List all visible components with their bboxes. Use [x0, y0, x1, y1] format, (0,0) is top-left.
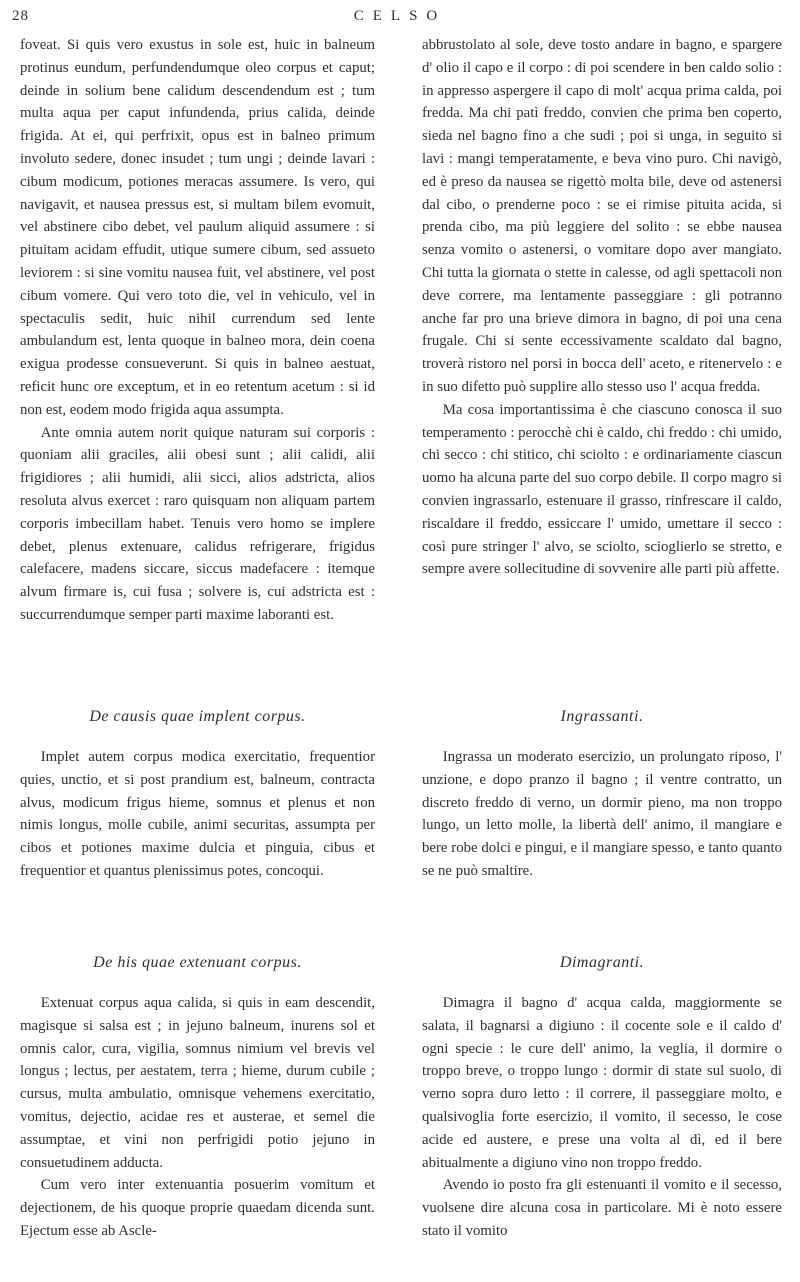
latin-paragraph: Ante omnia autem norit quique naturam sui corporis : quoniam alii graciles, alii obesi sunt ; alii calidi, alii frigidiores ; alii humidi, alii sicci, alios adstricta, alios resoluta alvus exercet : raro quisquam non aliquam partem corporis imbecillam habet. Tenuis vero homo se implere debet, plenus extenuare, calidus refrigerare, frigidus calefacere, madens siccare, siccus madefacere : itemque alvum firmare is, cui fusa ; solvere is, cui adstricta est : succurrendumque semper parti maxime laboranti est. — [20, 424, 375, 623]
latin-intro — [20, 34, 375, 627]
latin-heading-extenuant — [20, 954, 375, 972]
italian-paragraph: Avendo io posto fra gli estenuanti il vomito e il secesso, vuolsene dire alcuna cosa in particolare. Mi è noto essere stato il vomito — [422, 1177, 782, 1239]
latin-heading-implent — [20, 708, 375, 726]
italian-intro — [422, 34, 782, 581]
italian-paragraph: Ma cosa importantissima è che ciascuno conosca il suo temperamento : perocchè chi è caldo, chi freddo : chi umido, chi secco : chi stitico, chi sciolto : e ordinariamente ciascun uomo ha alcuna parte del suo corpo debile. Il corpo magro si convien ingrassarlo, estenuare il grasso, rinfrescare il caldo, riscaldare il freddo, essiccare l' umido, umettare il secco : così pure stringer l' alvo, se sciolto, scioglierlo se stretto, e sempre avere sollecitudine di sovvenire alle parti più affette. — [422, 401, 782, 578]
running-title: CELSO — [353, 8, 447, 24]
section-heading: Dimagranti. — [559, 954, 645, 971]
italian-paragraph: abbrustolato al sole, deve tosto andare in bagno, e spargere d' olio il capo e il corpo : di poi scendere in ben caldo solio : in appresso aspergere il capo di molt' acqua prima calda, poi fredda. Ma chi patì freddo, convien che prima ben coperto, sieda nel bagno fino a che sudi ; poi si unga, in seguito si lavi : mangi temperatamente, e beva vino puro. Chi navigò, ed è preso da nausea se rigettò molta bile, deve od astenersi dal cibo, o prenderne poco : se ei rimise pituita acida, si prenda cibo, ma più leggiere del solito : se ebbe nausea senza vomito o astenersi, o vomitare dopo aver mangiato. Chi tutta la giornata o stette in calesse, od agli spettacoli non deve correre, ma lentamente passeggiare : gli potranno anche far pro una brieve dimora in bagno, di poi una cena frugale. Chi si sente eccessivamente scaldato dal bagno, troverà ristoro nel porsi in bocca dell' aceto, e ritenervelo : e in suo difetto può supplire allo stesso uso l' acqua fredda. — [422, 37, 782, 395]
page-number: 28 — [12, 8, 29, 24]
italian-section-dimagranti — [422, 992, 782, 1243]
italian-paragraph: Dimagra il bagno d' acqua calda, maggiormente se salata, il bagnarsi a digiuno : il cocente sole e il caldo d' ogni specie : le cure dell' animo, la veglia, il dormire o troppo breve, o troppo lungo : dormir di state sul suolo, di verno sopra duro letto : il correre, il passeggiare molto, e qualsivoglia forte esercizio, il vomito, il secesso, le cose acide ed austere, e prese una volta al dì, ed il bere abitualmente a digiuno vino non troppo freddo. — [422, 995, 782, 1171]
latin-paragraph: Extenuat corpus aqua calida, si quis in eam descendit, magisque si salsa est ; in jejuno balneum, inurens sol et omnis calor, cura, vigilia, somnus nimium vel brevis vel longus ; lectus, per aestatem, terra ; hieme, durum cubile ; cursus, multa ambulatio, omnisque vehemens exercitatio, vomitus, dejectio, acidae res et austerae, et semel die assumptae, et vini non perfrigidi potio jejuno in consuetudinem adducta. — [20, 995, 375, 1171]
italian-section-ingrassanti — [422, 746, 782, 883]
page-header — [0, 0, 800, 30]
italian-heading-dimagranti — [422, 954, 782, 972]
latin-section-implent — [20, 746, 375, 883]
italian-heading-ingrassanti — [422, 708, 782, 726]
section-heading: Ingrassanti. — [560, 708, 644, 725]
section-heading: De causis quae implent corpus. — [89, 708, 306, 725]
latin-paragraph: Implet autem corpus modica exercitatio, frequentior quies, unctio, et si post prandium est, balneum, contracta alvus, modicum frigus hieme, somnus et plenus et non nimis longus, molle cubile, animi securitas, assumpta per cibos et potiones maxime dulcia et pinguia, cibus et frequentior et quantus plenissimus potes, concoqui. — [20, 749, 375, 879]
section-heading: De his quae extenuant corpus. — [93, 954, 302, 971]
latin-section-extenuant — [20, 992, 375, 1243]
latin-paragraph: foveat. Si quis vero exustus in sole est, huic in balneum protinus eundum, perfundendumque oleo corpus et caput; deinde in solium bene calidum descendendum est ; tum multa aqua per caput infundenda, prius calida, deinde frigida. At ei, qui perfrixit, opus est in balneo primum involuto sedere, donec insudet ; tum ungi ; deinde lavari : cibum modicum, potiones meracas assumere. Is vero, qui navigavit, et nausea pressus est, si multam bilem evomuit, vel abstinere cibo debet, vel paulum aliquid assumere : si pituitam acidam effudit, utique sumere cibum, sed assueto leviorem : si sine vomitu nausea fuit, vel abstinere, vel post cibum vomere. Qui vero toto die, vel in vehiculo, vel in spectaculis sedit, huic nihil currendum sed lente ambulandum est, lenta quoque in balneo mora, dein coena exigua prodesse consueverunt. Si quis in balneo aestuat, reficit hunc ore exceptum, et in eo retentum acetum : si id non est, eodem modo frigida aqua assumpta. — [20, 37, 375, 418]
latin-paragraph: Cum vero inter extenuantia posuerim vomitum et dejectionem, de his quoque proprie quaedam dicenda sunt. Ejectum esse ab Ascle- — [20, 1177, 375, 1239]
italian-paragraph: Ingrassa un moderato esercizio, un prolungato riposo, l' unzione, e dopo pranzo il bagno ; il ventre contratto, un discreto freddo di verno, un dormir pieno, ma non troppo lungo, un letto molle, la libertà dell' animo, il mangiare e bere robe dolci e pingui, e il mangiare spesso, e tanto quanto se ne può smaltire. — [422, 749, 782, 879]
